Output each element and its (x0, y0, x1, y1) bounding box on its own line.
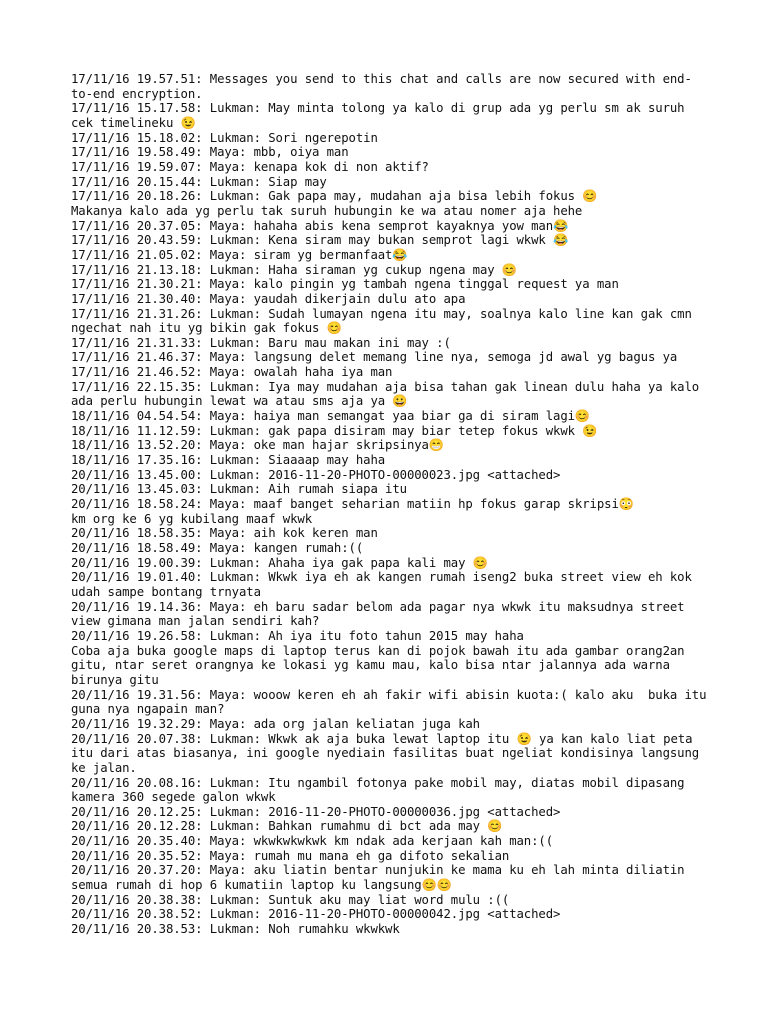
chat-line: 18/11/16 11.12.59: Lukman: gak papa disiram may biar tetep fokus wkwk 😉 (71, 423, 598, 438)
chat-line: 17/11/16 19.57.51: Messages you send to this chat and calls are now secured with end-to-end encryption. (71, 72, 692, 101)
chat-line: 20/11/16 20.37.20: Maya: aku liatin bentar nunjukin ke mama ku eh lah minta diliatin semua rumah di hop 6 kumatiin laptop ku langsung😊😊 (71, 863, 692, 893)
chat-line: 20/11/16 18.58.49: Maya: kangen rumah:(( (71, 541, 364, 555)
chat-line: 20/11/16 20.35.52: Maya: rumah mu mana eh ga difoto sekalian (71, 848, 510, 863)
attachment-line: 20/11/16 20.12.25: Lukman: 2016-11-20-PHOTO-00000036.jpg <attached> (71, 804, 561, 819)
chat-line: 20/11/16 20.35.40: Maya: wkwkwkwkwk km ndak ada kerjaan kah man:(( (71, 834, 554, 849)
chat-line: 17/11/16 20.43.59: Lukman: Kena siram may bukan semprot lagi wkwk 😂 (71, 233, 569, 248)
chat-line: 20/11/16 13.45.03: Lukman: Aih rumah siapa itu (71, 482, 407, 497)
chat-line: 20/11/16 19.01.40: Lukman: Wkwk iya eh ak kangen rumah iseng2 buka street view eh kok udah sampe bontang trnyata (71, 570, 700, 599)
chat-line: 20/11/16 20.38.38: Lukman: Suntuk aku may liat word mulu :(( (71, 892, 510, 907)
chat-line: 20/11/16 20.07.38: Lukman: Wkwk ak aja buka lewat laptop itu 😉 ya kan kalo liat peta itu dari atas biasanya, ini google nyediain fasilitas buat ngeliat kondisinya langsung ke jalan. (71, 731, 707, 775)
chat-line: 17/11/16 19.59.07: Maya: kenapa kok di non aktif? (71, 159, 429, 174)
chat-line: 20/11/16 19.26.58: Lukman: Ah iya itu foto tahun 2015 may haha Coba aja buka google maps di laptop terus kan di pojok bawah itu ada gambar orang2an gitu, ntar seret orangnya ke lokasi yg kamu mau, kalo bisa ntar jalannya ada warna birunya gitu (71, 628, 685, 687)
chat-line: 17/11/16 22.15.35: Lukman: Iya may mudahan aja bisa tahan gak linean dulu haha ya kalo ada perlu hubungin lewat wa atau sms aja ya 😀 (71, 379, 707, 409)
chat-line: 17/11/16 21.31.26: Lukman: Sudah lumayan ngena itu may, soalnya kalo line kan gak cmn ngechat nah itu yg bikin gak fokus 😊 (71, 306, 700, 336)
attachment-line: 20/11/16 20.38.52: Lukman: 2016-11-20-PHOTO-00000042.jpg <attached> (71, 907, 561, 922)
chat-line: 20/11/16 19.32.29: Maya: ada org jalan keliatan juga kah (71, 716, 480, 731)
chat-line: 18/11/16 13.52.20: Maya: oke man hajar skripsinya😁 (71, 438, 445, 453)
chat-line: 17/11/16 21.30.40: Maya: yaudah dikerjain dulu ato apa (71, 291, 466, 306)
chat-line: 17/11/16 21.30.21: Maya: kalo pingin yg tambah ngena tinggal request ya man (71, 277, 619, 292)
chat-line: 17/11/16 20.18.26: Lukman: Gak papa may, mudahan aja bisa lebih fokus 😊 Makanya kalo ada yg perlu tak suruh hubungin ke wa atau nomer aja hehe (71, 189, 598, 218)
chat-line: 20/11/16 20.08.16: Lukman: Itu ngambil fotonya pake mobil may, diatas mobil dipasang kamera 360 segede galon wkwk (71, 775, 692, 805)
chat-line: 17/11/16 19.58.49: Maya: mbb, oiya man (71, 145, 349, 160)
chat-line: 17/11/16 21.05.02: Maya: siram yg bermanfaat😂 (71, 247, 408, 262)
chat-line: 20/11/16 18.58.24: Maya: maaf banget seharian matiin hp fokus garap skripsi😳 km org ke 6 yg kubilang maaf wkwk (71, 497, 634, 526)
chat-line: 17/11/16 21.13.18: Lukman: Haha siraman yg cukup ngena may 😊 (71, 262, 518, 277)
chat-line: 18/11/16 17.35.16: Lukman: Siaaaap may haha (71, 453, 386, 468)
chat-line: 20/11/16 19.14.36: Maya: eh baru sadar belom ada pagar nya wkwk itu maksudnya street view gimana man jalan sendiri kah? (71, 599, 692, 629)
chat-line: 18/11/16 04.54.54: Maya: haiya man semangat yaa biar ga di siram lagi😊 (71, 409, 591, 424)
chat-line: 20/11/16 19.00.39: Lukman: Ahaha iya gak papa kali may 😊 (71, 555, 488, 570)
chat-line: 20/11/16 18.58.35: Maya: aih kok keren man (71, 526, 378, 541)
chat-line: 20/11/16 20.38.53: Lukman: Noh rumahku wkwkwk (71, 922, 400, 937)
chat-line: 17/11/16 15.17.58: Lukman: May minta tolong ya kalo di grup ada yg perlu sm ak suruh cek timelineku 😉 (71, 101, 692, 130)
chat-line: 17/11/16 15.18.02: Lukman: Sori ngerepotin (71, 130, 378, 145)
attachment-line: 20/11/16 13.45.00: Lukman: 2016-11-20-PHOTO-00000023.jpg <attached> (71, 467, 561, 482)
chat-line: 17/11/16 21.31.33: Lukman: Baru mau makan ini may :( (71, 335, 451, 350)
chat-line: 17/11/16 20.37.05: Maya: hahaha abis kena semprot kayaknya yow man😂 (71, 218, 569, 233)
chat-line: 17/11/16 21.46.37: Maya: langsung delet memang line nya, semoga jd awal yg bagus ya (71, 350, 678, 365)
chat-line: 17/11/16 20.15.44: Lukman: Siap may (71, 174, 327, 189)
chat-line: 20/11/16 20.12.28: Lukman: Bahkan rumahmu di bct ada may 😊 (71, 819, 503, 834)
chat-line: 17/11/16 21.46.52: Maya: owalah haha iya man (71, 365, 393, 380)
chat-line: 20/11/16 19.31.56: Maya: wooow keren eh ah fakir wifi abisin kuota:( kalo aku buka itu guna nya ngapain man? (71, 687, 714, 717)
chat-transcript (71, 72, 714, 937)
